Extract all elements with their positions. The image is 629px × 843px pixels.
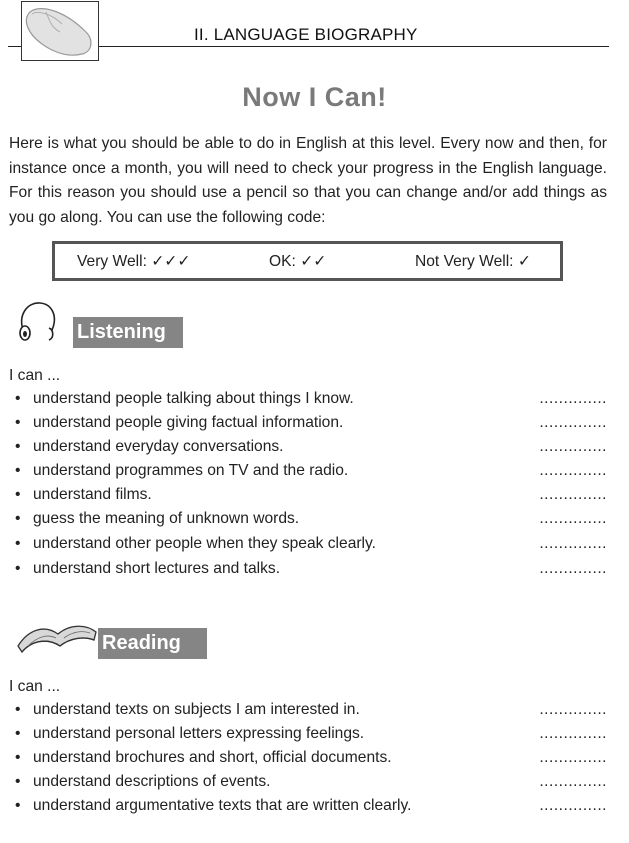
fill-in-blank: .............. (539, 390, 607, 407)
bullet-icon: • (15, 701, 21, 718)
list-item-text: understand short lectures and talks. (33, 560, 281, 577)
fill-in-blank: .............. (539, 773, 607, 790)
list-item (0, 414, 629, 438)
list-item-text: understand brochures and short, official documents. (33, 749, 392, 766)
code-not-very-well: Not Very Well: ✓ (415, 253, 531, 270)
list-item (0, 438, 629, 462)
mouse-icon (21, 1, 99, 61)
list-item (0, 773, 629, 797)
fill-in-blank: .............. (539, 414, 607, 431)
bullet-icon: • (15, 438, 21, 455)
list-item (0, 462, 629, 486)
list-item-text: understand people giving factual information. (33, 414, 344, 431)
bullet-icon: • (15, 560, 21, 577)
list-item (0, 725, 629, 749)
list-item-text: understand other people when they speak clearly. (33, 535, 376, 552)
list-item (0, 701, 629, 725)
bullet-icon: • (15, 462, 21, 479)
list-item (0, 749, 629, 773)
list-item-text: understand descriptions of events. (33, 773, 271, 790)
headphones-icon (14, 300, 58, 349)
fill-in-blank: .............. (539, 701, 607, 718)
open-book-icon (14, 616, 98, 665)
fill-in-blank: .............. (539, 797, 607, 814)
bullet-icon: • (15, 486, 21, 503)
listening-i-can: I can ... (9, 367, 61, 384)
fill-in-blank: .............. (539, 462, 607, 479)
list-item-text: understand texts on subjects I am interested in. (33, 701, 360, 718)
bullet-icon: • (15, 773, 21, 790)
bullet-icon: • (15, 390, 21, 407)
reading-i-can: I can ... (9, 678, 61, 695)
list-item-text: understand people talking about things I know. (33, 390, 354, 407)
listening-section-label: Listening (73, 317, 183, 348)
list-item-text: understand argumentative texts that are written clearly. (33, 797, 412, 814)
bullet-icon: • (15, 414, 21, 431)
bullet-icon: • (15, 510, 21, 527)
fill-in-blank: .............. (539, 725, 607, 742)
list-item-text: understand films. (33, 486, 152, 503)
list-item (0, 486, 629, 510)
code-very-well: Very Well: ✓✓✓ (77, 253, 191, 270)
intro-paragraph: Here is what you should be able to do in English at this level. Every now and then, for instance once a month, you will need to check your progress in the English language. For this reason you should use a pencil so that you can change and/or add things as you go along. You can use the following code: (9, 135, 607, 227)
fill-in-blank: .............. (539, 749, 607, 766)
bullet-icon: • (15, 749, 21, 766)
list-item (0, 797, 629, 821)
list-item-text: understand programmes on TV and the radio. (33, 462, 349, 479)
code-legend-box (52, 241, 563, 281)
fill-in-blank: .............. (539, 486, 607, 503)
list-item (0, 535, 629, 559)
fill-in-blank: .............. (539, 438, 607, 455)
list-item-text: understand everyday conversations. (33, 438, 284, 455)
list-item-text: guess the meaning of unknown words. (33, 510, 300, 527)
reading-section-label: Reading (98, 628, 207, 659)
fill-in-blank: .............. (539, 510, 607, 527)
fill-in-blank: .............. (539, 560, 607, 577)
list-item (0, 560, 629, 584)
list-item (0, 510, 629, 534)
code-ok: OK: ✓✓ (269, 253, 327, 270)
fill-in-blank: .............. (539, 535, 607, 552)
page-title: Now I Can! (242, 82, 387, 112)
bullet-icon: • (15, 797, 21, 814)
bullet-icon: • (15, 535, 21, 552)
chapter-title: II. LANGUAGE BIOGRAPHY (194, 25, 418, 44)
list-item (0, 390, 629, 414)
list-item-text: understand personal letters expressing feelings. (33, 725, 365, 742)
bullet-icon: • (15, 725, 21, 742)
